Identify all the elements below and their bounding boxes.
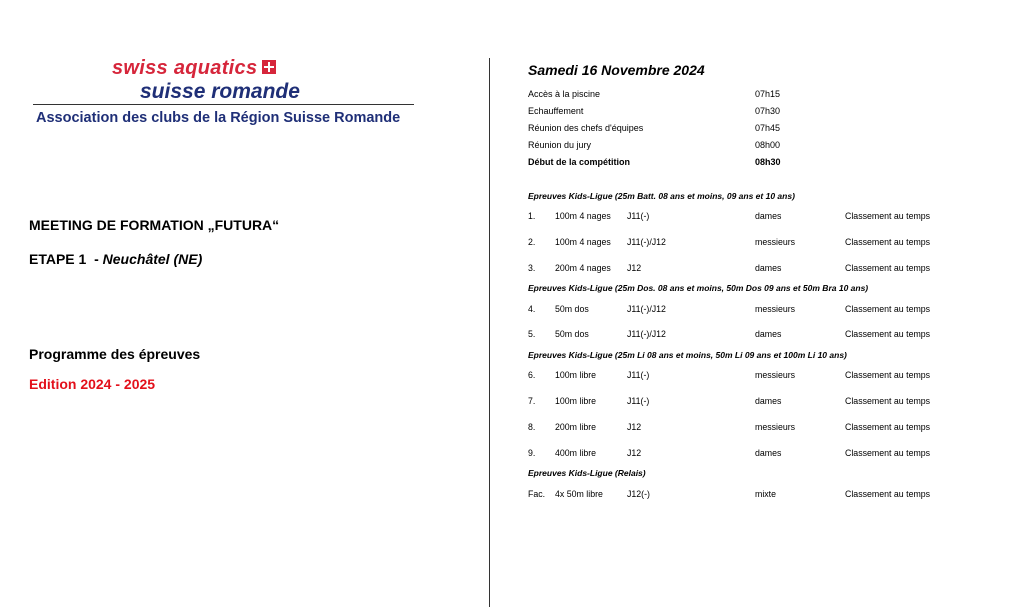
schedule-label: Echauffement (528, 106, 584, 116)
event-gender: dames (755, 211, 782, 221)
event-ranking: Classement au temps (845, 448, 931, 458)
event-row (528, 370, 948, 382)
event-number: 7. (528, 396, 536, 406)
event-gender: dames (755, 396, 782, 406)
event-number: 9. (528, 448, 536, 458)
event-category: J11(-)/J12 (627, 329, 666, 339)
schedule-label: Début de la compétition (528, 157, 631, 167)
schedule-label: Réunion des chefs d'équipes (528, 123, 644, 133)
event-row (528, 263, 948, 275)
event-ranking: Classement au temps (845, 263, 931, 273)
event-row (528, 329, 948, 341)
event-category: J12 (627, 422, 642, 432)
schedule-time: 08h30 (755, 157, 781, 167)
event-name: 200m libre (555, 422, 597, 432)
schedule-time: 07h30 (755, 106, 781, 116)
logo-suisse-romande: suisse romande (140, 80, 300, 103)
schedule-label: Accès à la piscine (528, 89, 601, 99)
event-row (528, 396, 948, 408)
event-ranking: Classement au temps (845, 370, 931, 380)
event-row (528, 237, 948, 249)
event-number: 6. (528, 370, 536, 380)
event-gender: dames (755, 448, 782, 458)
etape-label: ETAPE 1 - (29, 251, 103, 267)
schedule-row (528, 123, 781, 133)
schedule-time: 08h00 (755, 140, 781, 150)
schedule-time: 07h45 (755, 123, 781, 133)
event-name: 100m libre (555, 396, 597, 406)
programme-title: Programme des épreuves (29, 346, 201, 362)
event-category: J12(-) (627, 489, 650, 499)
event-ranking: Classement au temps (845, 329, 931, 339)
schedule-row (528, 157, 781, 167)
event-gender: dames (755, 263, 782, 273)
schedule-row (528, 140, 781, 150)
event-gender: dames (755, 329, 782, 339)
event-number: 2. (528, 237, 536, 247)
event-name: 400m libre (555, 448, 597, 458)
edition-label: Edition 2024 - 2025 (29, 376, 156, 392)
event-name: 100m libre (555, 370, 597, 380)
event-category: J11(-) (627, 396, 650, 406)
event-name: 50m dos (555, 304, 589, 314)
event-gender: messieurs (755, 422, 796, 432)
schedule-time: 07h15 (755, 89, 781, 99)
event-category: J11(-) (627, 211, 650, 221)
meeting-title: MEETING DE FORMATION „FUTURA“ (29, 217, 280, 233)
event-row (528, 304, 948, 316)
association-name: Association des clubs de la Région Suisse Romande (36, 110, 401, 126)
event-gender: mixte (755, 489, 777, 499)
event-row (528, 448, 948, 460)
etape-place: Neuchâtel (NE) (102, 251, 203, 267)
event-ranking: Classement au temps (845, 237, 931, 247)
swiss-cross-icon (262, 60, 276, 74)
event-ranking: Classement au temps (845, 304, 931, 314)
etape-line (29, 251, 202, 267)
event-number: 3. (528, 263, 536, 273)
event-category: J11(-)/J12 (627, 304, 666, 314)
logo-swiss-aquatics (112, 57, 276, 80)
event-gender: messieurs (755, 370, 796, 380)
event-ranking: Classement au temps (845, 489, 931, 499)
event-category: J11(-) (627, 370, 650, 380)
event-number: 1. (528, 211, 536, 221)
event-number: 8. (528, 422, 536, 432)
logo-divider (33, 104, 414, 105)
schedule-row (528, 106, 781, 116)
event-name: 50m dos (555, 329, 589, 339)
schedule-label: Réunion du jury (528, 140, 592, 150)
section-heading: Epreuves Kids-Ligue (25m Li 08 ans et moins, 50m Li 09 ans et 100m Li 10 ans) (528, 350, 847, 360)
event-gender: messieurs (755, 237, 796, 247)
event-row (528, 422, 948, 434)
section-heading: Epreuves Kids-Ligue (25m Dos. 08 ans et moins, 50m Dos 09 ans et 50m Bra 10 ans) (528, 283, 869, 293)
event-number: 4. (528, 304, 536, 314)
event-category: J11(-)/J12 (627, 237, 666, 247)
event-row (528, 489, 948, 501)
event-row (528, 211, 948, 223)
event-ranking: Classement au temps (845, 422, 931, 432)
schedule-row (528, 89, 781, 99)
event-name: 200m 4 nages (555, 263, 611, 273)
event-gender: messieurs (755, 304, 796, 314)
event-category: J12 (627, 448, 642, 458)
event-ranking: Classement au temps (845, 211, 931, 221)
competition-date: Samedi 16 Novembre 2024 (528, 62, 705, 78)
column-divider (489, 58, 490, 607)
section-heading: Epreuves Kids-Ligue (Relais) (528, 468, 646, 478)
event-number: 5. (528, 329, 536, 339)
event-name: 100m 4 nages (555, 211, 611, 221)
event-category: J12 (627, 263, 642, 273)
event-ranking: Classement au temps (845, 396, 931, 406)
event-number: Fac. (528, 489, 546, 499)
logo-line1: swiss aquatics (112, 57, 258, 79)
event-name: 100m 4 nages (555, 237, 611, 247)
section-heading: Epreuves Kids-Ligue (25m Batt. 08 ans et moins, 09 ans et 10 ans) (528, 191, 795, 201)
event-name: 4x 50m libre (555, 489, 603, 499)
